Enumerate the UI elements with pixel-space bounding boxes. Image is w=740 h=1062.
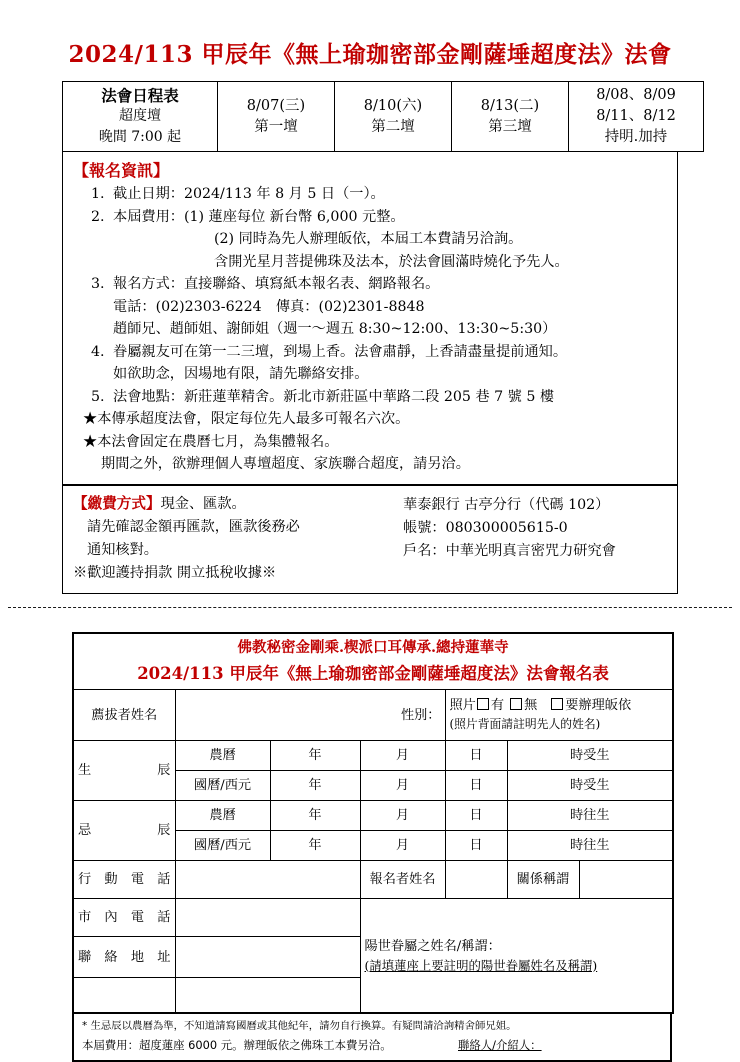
- table-row: [63, 82, 704, 152]
- registration-info-label: 【報名資訊】: [73, 161, 170, 180]
- payment-note-1: 請先確認金額再匯款，匯款後務必: [87, 518, 300, 535]
- field-birth-solar-month[interactable]: 月: [360, 771, 445, 801]
- footer-note-1: * 生忌辰以農曆為準，不知道請寫國曆或其他紀年，請勿自行換算。有疑問請洽詢精舍師兄姐。: [82, 1020, 517, 1032]
- payment-left-column: [73, 492, 403, 585]
- star-note-2: ★本法會固定在農曆七月，為集體報名。: [83, 433, 339, 450]
- schedule-date-3: 8/13(二): [480, 97, 540, 114]
- star-note-sub: 期間之外，欲辦理個人專壇超度、家族聯合超度，請另洽。: [101, 456, 470, 472]
- payment-box: [62, 485, 678, 594]
- item-text-4b: 如欲助念，因場地有限，請先聯絡安排。: [113, 366, 369, 382]
- label-birth-solar: 國曆/西元: [175, 771, 270, 801]
- field-birth-lunar-day[interactable]: 日: [445, 741, 507, 771]
- field-birth-lunar-month[interactable]: 月: [360, 741, 445, 771]
- flyer-section: [62, 38, 678, 594]
- item-phone-line: 電話：(02)2303-6224 傳真：(02)2301-8848: [113, 298, 425, 315]
- item-sub-2a: (2) 同時為先人辦理皈依，本屆工本費請另洽詢。: [214, 231, 523, 247]
- input-applicant-name[interactable]: [445, 861, 507, 899]
- payment-label: 【繳費方式】: [73, 494, 161, 512]
- table-row: [73, 690, 673, 741]
- item-number-4: 4.: [91, 343, 105, 360]
- schedule-col-2: [335, 82, 452, 152]
- table-row: [73, 801, 673, 831]
- schedule-extra-line3: 持明.加持: [604, 129, 668, 145]
- item-text-3: 報名方式：直接聯絡、填寫紙本報名表、網路報名。: [113, 276, 440, 292]
- table-row: [73, 861, 673, 899]
- spacer-cell-left: [73, 978, 175, 1014]
- list-item: [73, 273, 669, 341]
- field-death-lunar-day[interactable]: 日: [445, 801, 507, 831]
- item-text-1: 截止日期：2024/113 年 8 月 5 日（一）。: [113, 186, 385, 202]
- label-birth-date: 生辰: [73, 741, 175, 801]
- form-header-cell: [73, 633, 673, 690]
- field-death-lunar-hour[interactable]: 時往生: [507, 801, 673, 831]
- footer-contact-person[interactable]: 聯絡人/介紹人：: [458, 1038, 542, 1052]
- form-footer-notes: [72, 1014, 672, 1062]
- checkbox-photo-yes[interactable]: [477, 698, 489, 710]
- schedule-extra-line1: 8/08、8/09: [596, 87, 676, 103]
- item-number-1: 1.: [91, 186, 105, 202]
- registration-form-section: [72, 632, 672, 1062]
- field-death-solar-month[interactable]: 月: [360, 831, 445, 861]
- label-photo-yes: 有: [490, 698, 505, 713]
- label-death-solar: 國曆/西元: [175, 831, 270, 861]
- cut-line-divider: [8, 607, 732, 608]
- donation-note: ※歡迎護持捐款 開立抵稅收據※: [73, 564, 277, 581]
- list-item: [73, 341, 669, 386]
- photo-note: (照片背面請註明先人的姓名): [449, 717, 601, 731]
- payment-note-2: 通知核對。: [87, 541, 158, 558]
- item-number-5: 5.: [91, 388, 105, 405]
- item-number-2: 2.: [91, 208, 105, 225]
- label-death-lunar: 農曆: [175, 801, 270, 831]
- field-death-solar-year[interactable]: 年: [270, 831, 360, 861]
- field-birth-solar-day[interactable]: 日: [445, 771, 507, 801]
- schedule-time-label: 晚間 7:00 起: [98, 129, 182, 145]
- schedule-name-1: 第一壇: [254, 118, 298, 135]
- label-applicant-name: 報名者姓名: [360, 861, 445, 899]
- item-text-4: 眷屬親友可在第一二三壇，到場上香。法會肅靜，上香請盡量提前通知。: [113, 343, 568, 360]
- list-item: [73, 206, 669, 274]
- list-item: [73, 386, 669, 409]
- schedule-name-2: 第二壇: [371, 118, 415, 135]
- schedule-date-1: 8/07(三): [246, 97, 306, 114]
- living-family-note: (請填蓮座上要註明的陽世眷屬姓名及稱謂): [364, 957, 598, 973]
- label-living-family: 陽世眷屬之姓名/稱謂：: [364, 938, 501, 954]
- checkbox-photo-no[interactable]: [510, 698, 522, 710]
- field-birth-lunar-year[interactable]: 年: [270, 741, 360, 771]
- table-row: [73, 741, 673, 771]
- input-landline-phone[interactable]: [175, 899, 360, 937]
- field-birth-solar-year[interactable]: 年: [270, 771, 360, 801]
- item-text-2: 本屆費用：(1) 蓮座每位 新台幣 6,000 元整。: [113, 208, 405, 225]
- flyer-title: 2024/113 甲辰年《無上瑜珈密部金剛薩埵超度法》法會: [68, 41, 672, 68]
- schedule-col-1: [218, 82, 335, 152]
- label-photo-no: 無: [524, 698, 538, 713]
- input-deceased-name[interactable]: [175, 690, 445, 741]
- schedule-col-3: [452, 82, 569, 152]
- field-death-lunar-month[interactable]: 月: [360, 801, 445, 831]
- form-header-row: [73, 633, 673, 690]
- bank-name: 華泰銀行 古亭分行（代碼 102）: [403, 496, 610, 513]
- item-contact-line: 趙師兄、趙師姐、謝師姐（週一～週五 8:30~12:00、13:30~5:30）: [113, 321, 557, 337]
- list-item: [73, 183, 669, 206]
- table-row: [73, 899, 673, 937]
- field-death-lunar-year[interactable]: 年: [270, 801, 360, 831]
- label-mobile-phone: 行動電話: [73, 861, 175, 899]
- field-birth-lunar-hour[interactable]: 時受生: [507, 741, 673, 771]
- label-death-date: 忌辰: [73, 801, 175, 861]
- form-header-line2: 2024/113 甲辰年《無上瑜珈密部金剛薩埵超度法》法會報名表: [137, 664, 609, 683]
- schedule-table: [62, 81, 704, 152]
- field-birth-solar-hour[interactable]: 時受生: [507, 771, 673, 801]
- input-contact-address[interactable]: [175, 937, 360, 978]
- bank-account-number: 帳號：080300005615-0: [403, 519, 568, 536]
- item-sub-2b: 含開光星月菩提佛珠及法本，於法會圓滿時燒化予先人。: [214, 253, 569, 270]
- registration-form-table: [72, 632, 674, 1014]
- label-landline-phone: 市內電話: [73, 899, 175, 937]
- schedule-name-3: 第三壇: [488, 118, 532, 135]
- item-text-5: 法會地點：新莊蓮華精舍。新北市新莊區中華路二段 205 巷 7 號 5 樓: [113, 388, 555, 405]
- registration-info-box: [62, 152, 678, 485]
- form-header-line1: 佛教秘密金剛乘.楔派口耳傳承.總持蓮華寺: [237, 639, 509, 656]
- schedule-col-extra: [569, 82, 704, 152]
- checkbox-want-refuge[interactable]: [551, 698, 563, 710]
- schedule-altar-label: 超度壇: [119, 108, 161, 124]
- payment-right-column: [403, 492, 665, 585]
- label-relationship: 關係稱謂: [507, 861, 579, 899]
- input-mobile-phone[interactable]: [175, 861, 360, 899]
- footer-note-2-row: [82, 1035, 662, 1055]
- input-relationship[interactable]: [579, 861, 673, 899]
- input-living-family[interactable]: [360, 899, 673, 1014]
- payment-method-line: [73, 492, 403, 516]
- payment-methods: 現金、匯款。: [160, 495, 246, 512]
- schedule-header-cell: [63, 82, 218, 152]
- footer-note-fee: 本屆費用：超度蓮座 6000 元。辦理皈依之佛珠工本費另洽。: [82, 1038, 392, 1052]
- registration-info-list: [73, 183, 669, 408]
- photo-checkbox-row: [450, 696, 669, 715]
- item-number-3: 3.: [91, 276, 105, 292]
- label-deceased-name: 薦拔者姓名: [73, 690, 175, 741]
- label-contact-address: 聯絡地址: [73, 937, 175, 978]
- field-death-solar-day[interactable]: 日: [445, 831, 507, 861]
- star-note-1: ★本傳承超度法會，限定每位先人最多可報名六次。: [83, 411, 410, 427]
- input-contact-address-line2[interactable]: [175, 978, 360, 1014]
- field-death-solar-hour[interactable]: 時往生: [507, 831, 673, 861]
- label-birth-lunar: 農曆: [175, 741, 270, 771]
- bank-account-name: 戶名：中華光明真言密咒力研究會: [403, 542, 616, 559]
- label-want-refuge: 要辦理皈依: [565, 698, 632, 713]
- label-photo: 照片: [449, 698, 476, 713]
- schedule-extra-line2: 8/11、8/12: [596, 108, 676, 124]
- schedule-date-2: 8/10(六): [363, 97, 423, 114]
- schedule-title: 法會日程表: [101, 86, 179, 105]
- photo-options-cell: [445, 690, 673, 741]
- label-gender: 性別：: [400, 707, 441, 723]
